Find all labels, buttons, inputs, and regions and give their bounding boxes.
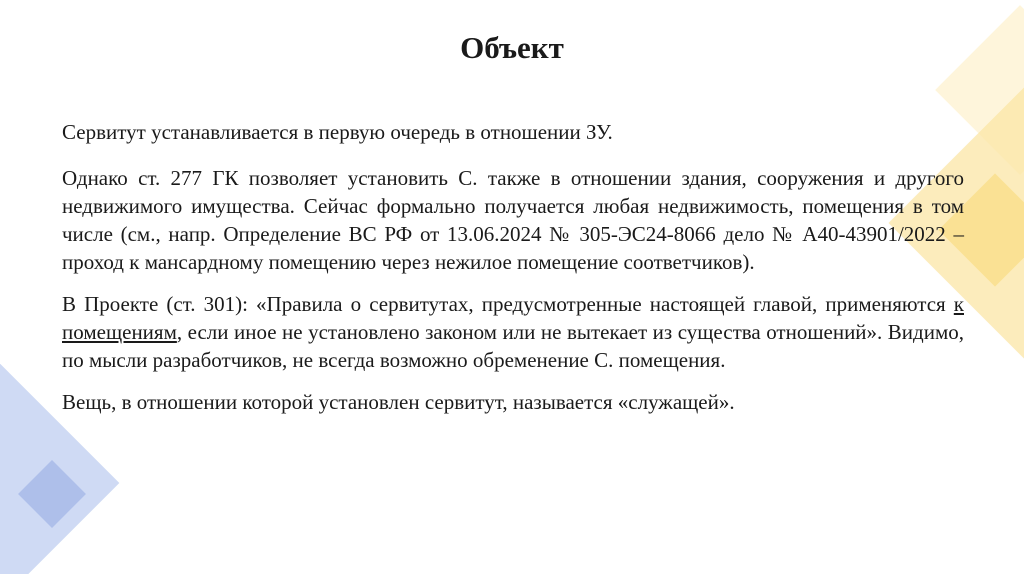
paragraph-3-text-before: В Проекте (ст. 301): «Правила о сервитутах, предусмотренные настоящей главой, применяются <box>62 292 954 316</box>
paragraph-3-text-after: , если иное не установлено законом или не вытекает из существа отношений». Видимо, по мысли разработчиков, не всегда возможно обременение С. помещения. <box>62 320 964 372</box>
slide-body <box>62 118 964 430</box>
paragraph-1: Сервитут устанавливается в первую очередь в отношении ЗУ. <box>62 120 613 144</box>
paragraph-3 <box>62 290 964 374</box>
paragraph-2: Однако ст. 277 ГК позволяет установить С. также в отношении здания, сооружения и другого недвижимого имущества. Сейчас формально получается любая недвижимость, помещения в том числе (см., напр. Определение ВС РФ от 13.06.2024 № 305-ЭС24-8066 дело № А40-43901/2022 – проход к мансардному помещению через нежилое помещение соответчиков). <box>62 166 964 274</box>
slide-title: Объект <box>460 30 564 65</box>
paragraph-3-underlined-text: к помещениям <box>62 292 964 344</box>
paragraph-4: Вещь, в отношении которой установлен сервитут, называется «служащей». <box>62 390 735 414</box>
